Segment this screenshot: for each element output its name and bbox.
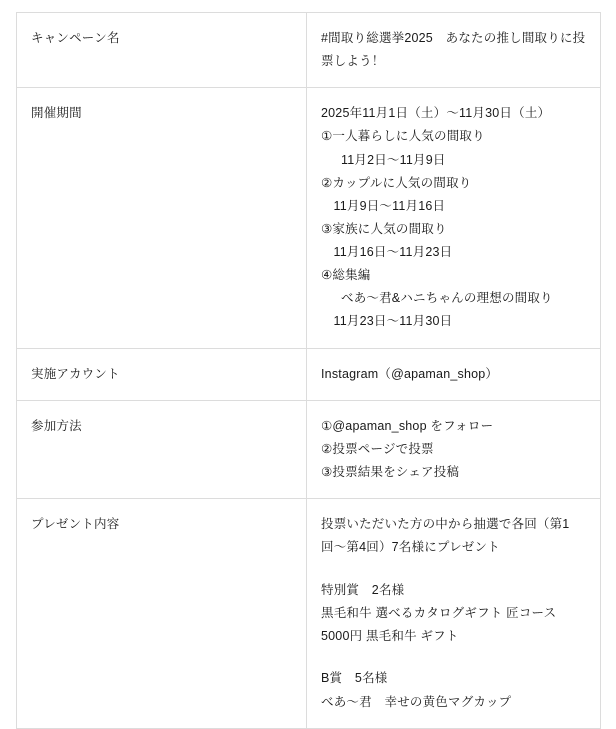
row-value [307,88,601,348]
value-line: べあ〜君&ハニちゃんの理想の間取り [341,291,553,306]
value-line: ③家族に人気の間取り [321,221,447,236]
value-line: 特別賞 2名様 [321,582,405,597]
table-row [17,13,601,88]
value-line: #間取り総選挙2025 あなたの推し間取りに投票しよう！ [321,31,586,69]
value-line: 黒毛和牛 選べるカタログギフト 匠コース 5000円 黒毛和牛 ギフト [321,605,557,643]
value-line: ③投票結果をシェア投稿 [321,464,460,479]
table-body [17,13,601,729]
row-label: 開催期間 [17,88,307,348]
value-line: 11月2日〜11月9日 [341,152,446,167]
value-line: べあ〜君 幸せの黄色マグカップ [321,694,512,709]
row-label: 参加方法 [17,400,307,498]
row-label: 実施アカウント [17,348,307,400]
value-line [321,648,586,667]
table-row [17,499,601,729]
row-value [307,400,601,498]
value-line [321,559,586,578]
row-label: キャンペーン名 [17,13,307,88]
value-line: B賞 5名様 [321,671,388,686]
value-line: 11月9日〜11月16日 [333,198,446,213]
value-line: ①一人暮らしに人気の間取り [321,129,485,144]
table-row [17,348,601,400]
value-line: 11月23日〜11月30日 [333,314,453,329]
value-line: 11月16日〜11月23日 [333,245,453,259]
campaign-info-table [16,12,601,729]
value-line: ②投票ページで投票 [321,441,434,456]
value-line: ②カップルに人気の間取り [321,175,472,190]
table-row [17,400,601,498]
row-value [307,348,601,400]
row-label: プレゼント内容 [17,499,307,729]
table-row [17,88,601,348]
row-value [307,499,601,729]
value-line: Instagram（@apaman_shop） [321,366,499,381]
value-line: 2025年11月1日（土）〜11月30日（土） [321,106,551,121]
value-line: ①@apaman_shop をフォロー [321,418,494,433]
row-value [307,13,601,88]
value-line: 投票いただいた方の中から抽選で各回（第1回〜第4回）7名様にプレゼント [321,517,570,555]
value-line: ④総集編 [321,268,371,283]
